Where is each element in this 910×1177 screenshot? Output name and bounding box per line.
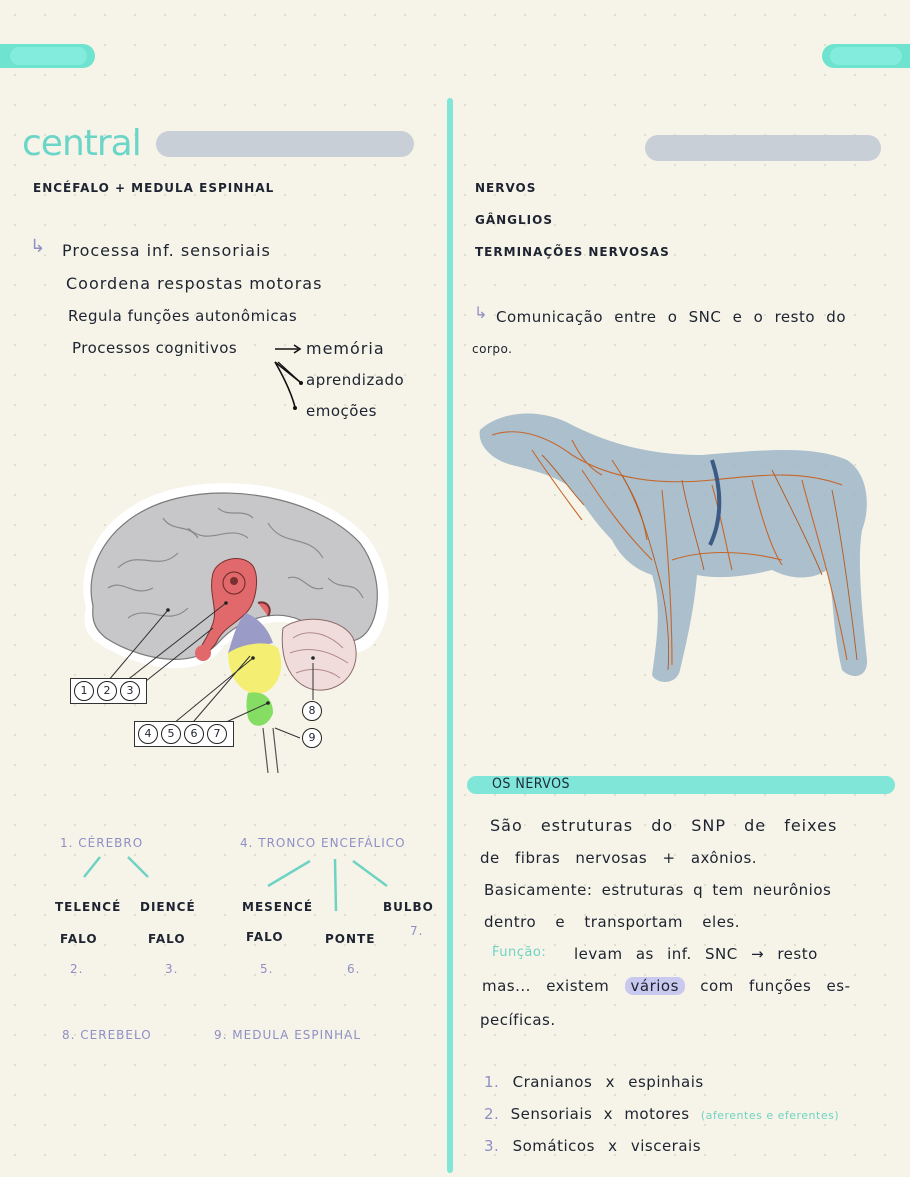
paragraph-line: São estruturas do SNP de feixes (490, 816, 838, 835)
legend-number: 6. (347, 962, 361, 976)
peripheral-item: TERMINAÇÕES NERVOSAS (475, 245, 670, 259)
legend-cerebelo: 8. CEREBELO (62, 1028, 152, 1042)
diagram-number: 4 (138, 724, 158, 744)
legend-mesencefalo: FALO (246, 930, 284, 944)
top-left-tab (0, 44, 95, 68)
paragraph-line (482, 977, 851, 995)
diagram-number: 9 (302, 728, 322, 748)
list-term: Somáticos (512, 1137, 595, 1155)
list-note: (aferentes e eferentes) (700, 1109, 840, 1122)
legend-medula: 9. MEDULA ESPINHAL (214, 1028, 362, 1042)
communication-text: corpo. (472, 342, 513, 356)
diagram-label-box (70, 678, 147, 704)
legend-bulbo: BULBO (383, 900, 434, 914)
title-bar-right (645, 135, 881, 161)
list-number: 1. (484, 1073, 500, 1091)
list-term: motores (624, 1105, 690, 1123)
legend-number: 7. (410, 924, 424, 938)
funcao-label: Função: (492, 945, 547, 960)
diagram-number: 6 (184, 724, 204, 744)
branch-arrows (70, 852, 160, 887)
peripheral-item: GÂNGLIOS (475, 213, 553, 227)
function-item: Processos cognitivos (72, 339, 238, 357)
list-number: 3. (484, 1137, 500, 1155)
function-item: Coordena respostas motoras (66, 274, 323, 293)
cognitive-item: aprendizado (306, 371, 405, 389)
paragraph-line: pecíficas. (480, 1011, 556, 1029)
legend-telencefalo: FALO (60, 932, 98, 946)
legend-telencefalo: TELENCÉ (55, 900, 122, 914)
section-header-os-nervos: OS NERVOS (492, 776, 571, 792)
diagram-label-box (134, 721, 234, 747)
paragraph-text: com funções es- (700, 977, 851, 995)
paragraph-text: mas... existem (482, 977, 610, 995)
central-subtitle: ENCÉFALO + MEDULA ESPINHAL (33, 181, 275, 195)
list-item (484, 1137, 701, 1155)
diagram-number: 7 (207, 724, 227, 744)
list-term: Cranianos (512, 1073, 593, 1091)
column-divider (447, 98, 453, 1173)
legend-number: 5. (260, 962, 274, 976)
legend-diencefalo: FALO (148, 932, 186, 946)
paragraph-line: dentro e transportam eles. (484, 913, 741, 931)
list-item (484, 1105, 839, 1123)
cognitive-item: emoções (306, 402, 377, 420)
cognitive-item: memória (306, 339, 385, 358)
legend-tronco: 4. TRONCO ENCEFÁLICO (240, 836, 406, 850)
diagram-number: 3 (120, 681, 140, 701)
legend-ponte: PONTE (325, 932, 376, 946)
list-term: Sensoriais (510, 1105, 593, 1123)
list-item (484, 1073, 704, 1091)
cognitive-arrows (270, 340, 310, 415)
list-separator: x (608, 1137, 618, 1155)
top-right-tab (822, 44, 910, 68)
section-title-central: central (22, 123, 141, 164)
communication-text: Comunicação entre o SNC e o resto do (496, 308, 846, 326)
function-item: Regula funções autonômicas (68, 307, 298, 325)
paragraph-line: de fibras nervosas + axônios. (480, 849, 758, 867)
diagram-number: 5 (161, 724, 181, 744)
list-term: viscerais (630, 1137, 702, 1155)
legend-number: 2. (70, 962, 84, 976)
arrow-icon: ↳ (474, 303, 488, 322)
peripheral-item: NERVOS (475, 181, 537, 195)
legend-diencefalo: DIENCÉ (140, 900, 196, 914)
brain-diagram (68, 478, 413, 773)
paragraph-line: Basicamente: estruturas q tem neurônios (484, 881, 832, 899)
list-separator: x (603, 1105, 614, 1123)
diagram-number: 2 (97, 681, 117, 701)
legend-number: 3. (165, 962, 179, 976)
list-term: espinhais (628, 1073, 704, 1091)
diagram-number: 1 (74, 681, 94, 701)
paragraph-line: levam as inf. SNC → resto (574, 945, 818, 963)
list-separator: x (605, 1073, 615, 1091)
arrow-icon: ↳ (30, 236, 46, 257)
dog-nervous-system-illustration (472, 400, 872, 690)
legend-mesencefalo: MESENCÉ (242, 900, 314, 914)
title-bar-left (156, 131, 414, 157)
legend-cerebro: 1. CÉREBRO (60, 836, 144, 850)
function-item: Processa inf. sensoriais (62, 241, 271, 260)
diagram-number: 8 (302, 701, 322, 721)
highlight-varios: vários (625, 977, 685, 995)
list-number: 2. (484, 1105, 500, 1123)
